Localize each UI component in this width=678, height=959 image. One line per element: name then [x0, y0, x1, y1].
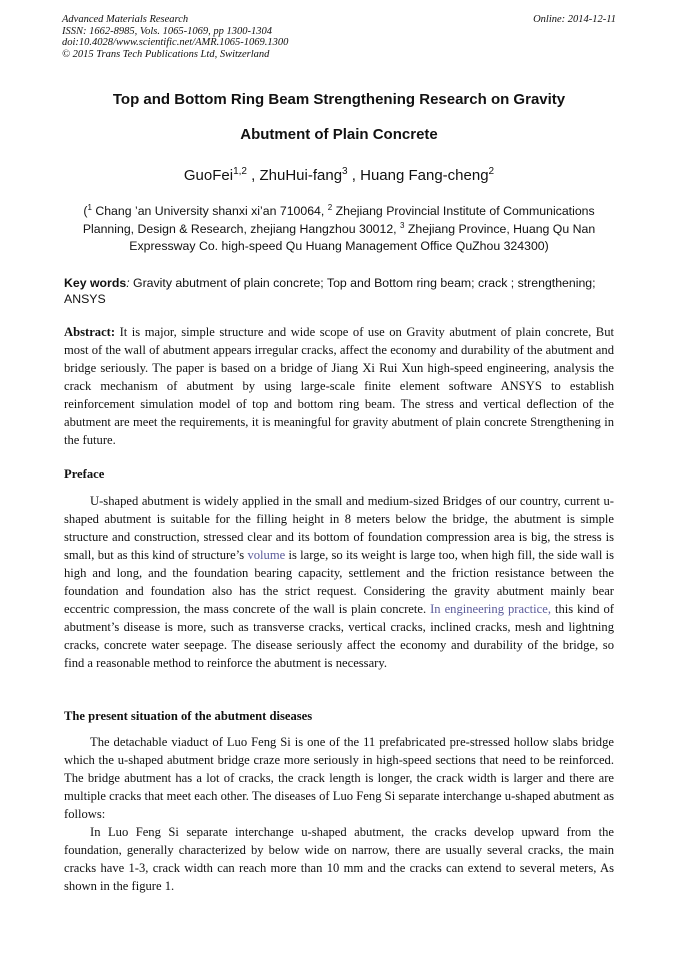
- affiliation-line-3: Expressway Co. high-speed Qu Huang Management Office QuZhou 324300): [129, 239, 549, 253]
- author-2: , ZhuHui-fang: [247, 167, 343, 184]
- journal-header: [62, 14, 616, 60]
- keywords: [64, 275, 616, 307]
- abstract-text: It is major, simple structure and wide scope of use on Gravity abutment of plain concrete, But most of the wall of abutment appears irregular cracks, affect the economy and durability of the abutment and bridge seriously. The paper is based on a bridge of Jiang Xi Rui Xun high-speed engineering, analysis the crack mechanism of abutment by using large-scale finite element software ANSYS to establish reinforcement simulation model of top and bottom ring beam. The stress and vertical deflection of the abutment are meet the requirements, it is meaningful for gravity abutment of plain concrete Strengthening in the future.: [64, 325, 614, 447]
- preface-text-c: this kind of abutment’s disease is more, such as transverse cracks, vertical cracks, inclined cracks, mesh and lightning cracks, concrete water seepage. The disease seriously affect the economy and durability of the bridge, so find a reasonable method to reinforce the abutment is necessary.: [64, 602, 614, 670]
- affil-open-paren: (: [83, 204, 88, 219]
- affiliation-line-1: [62, 203, 616, 218]
- situation-body: [64, 733, 614, 895]
- author-list: [40, 166, 638, 184]
- author-1-affil: 1,2: [233, 166, 247, 177]
- affil-text-1: Chang ’an University shanxi xi’an 710064,: [91, 204, 328, 219]
- author-1: GuoFei: [183, 167, 234, 184]
- situation-heading: The present situation of the abutment diseases: [64, 709, 313, 723]
- keywords-text: Gravity abutment of plain concrete; Top and Bottom ring beam; crack ; strengthening; ANSYS: [64, 276, 596, 306]
- author-3: , Huang Fang-cheng: [347, 167, 489, 184]
- preface-text-b: is large, so its weight is large too, when high fill, the side wall is high and long, and the foundation bearing capacity, settlement and the friction resistance between the foundation and foundation also has the strict request. Considering the gravity abutment mainly bear eccentric compression, the mass concrete of the wall is plain concrete.: [64, 548, 614, 616]
- affil-text-1b: Zhejiang Provincial Institute of Communications: [332, 204, 595, 219]
- journal-name: Advanced Materials Research: [62, 14, 189, 25]
- paper-title-line-2: Abutment of Plain Concrete: [240, 126, 438, 143]
- abstract: [64, 323, 614, 449]
- paper-title-line-1: Top and Bottom Ring Beam Strengthening Research on Gravity: [112, 91, 566, 108]
- copyright-line: © 2015 Trans Tech Publications Ltd, Switzerland: [62, 48, 270, 60]
- affil-sup-1: 1: [87, 203, 92, 212]
- abstract-label: Abstract:: [64, 325, 116, 339]
- online-date: Online: 2014-12-11: [533, 14, 616, 25]
- affil-sup-2: 2: [327, 203, 333, 212]
- issn-line: ISSN: 1662-8985, Vols. 1065-1069, pp 1300-1304: [62, 25, 272, 37]
- preface-body: [64, 492, 614, 672]
- preface-heading: Preface: [64, 467, 105, 481]
- preface-highlight-volume: volume: [247, 548, 286, 562]
- preface-text-a: U-shaped abutment is widely applied in the small and medium-sized Bridges of our country, current u-shaped abutment is suitable for the filling height in 8 meters below the bridge, the abutment is simple structure and construction, stressed clear and its bottom of foundation compression area is big, the stress is small, but as this kind of structure’s: [64, 494, 614, 562]
- doi-line: doi:10.4028/www.scientific.net/AMR.1065-1069.1300: [62, 37, 289, 48]
- keywords-colon: :: [126, 276, 130, 290]
- affil-text-2b: Zhejiang Province, Huang Qu Nan: [404, 222, 596, 237]
- author-2-affil: 3: [342, 166, 348, 177]
- affil-sup-3: 3: [400, 221, 405, 230]
- affil-text-2: Planning, Design & Research, zhejiang Hangzhou 30012,: [82, 222, 401, 237]
- preface-paragraph: [64, 492, 614, 672]
- keywords-label: Key words: [64, 276, 127, 290]
- author-3-affil: 2: [488, 166, 495, 177]
- situation-paragraph-2: In Luo Feng Si separate interchange u-shaped abutment, the cracks develop upward from the foundation, generally characterized by below wide on narrow, there are usually several cracks, the main cracks have 1-3, crack width can reach more than 10 mm and the cracks can extend to several meters, As shown in the figure 1.: [64, 825, 614, 893]
- situation-paragraph-1: The detachable viaduct of Luo Feng Si is one of the 11 prefabricated pre-stressed hollow slabs bridge which the u-shaped abutment bridge craze more seriously in high-speed sections that need to be reinforced. The bridge abutment has a lot of cracks, the crack length is longer, the crack width is larger and there are multiple cracks that meet each other. The diseases of Luo Feng Si separate interchange u-shaped abutment as follows:: [64, 735, 614, 821]
- preface-highlight-practice: In engineering practice,: [430, 602, 551, 616]
- affiliation-line-2: [62, 221, 616, 236]
